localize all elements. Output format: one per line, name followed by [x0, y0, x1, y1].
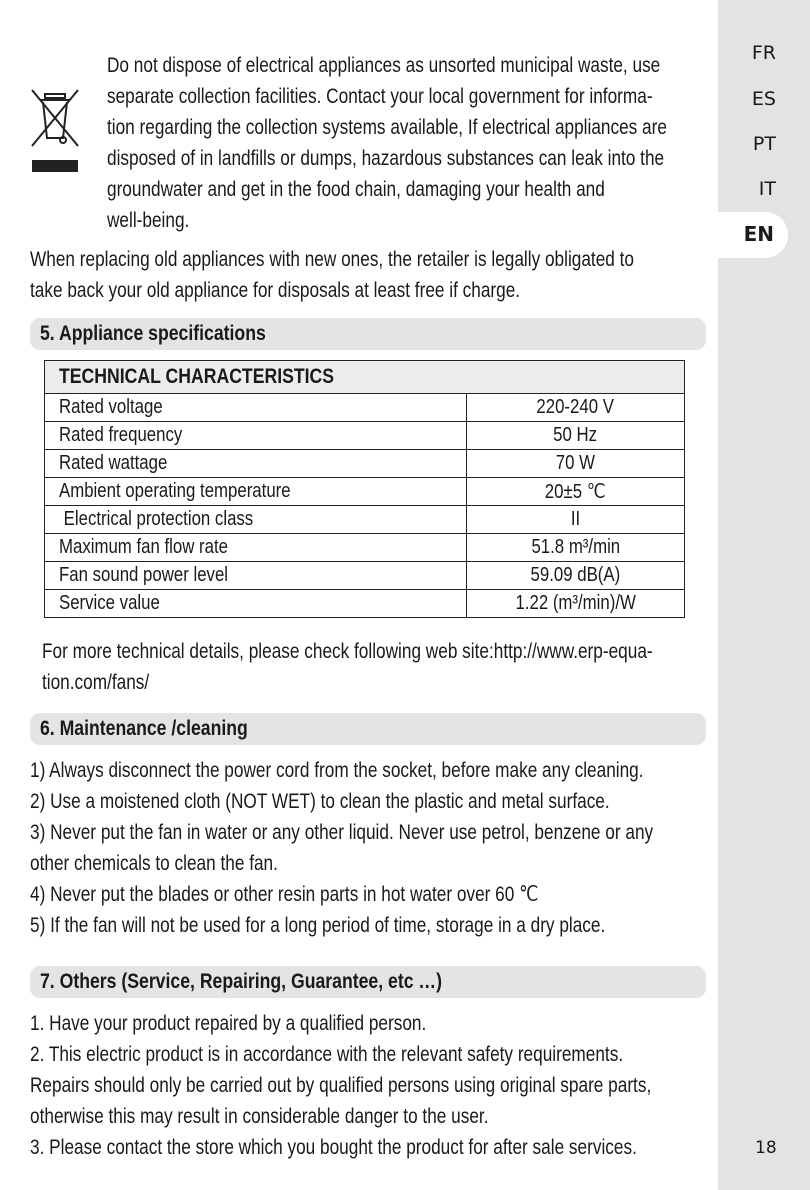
weee-line: separate collection facilities. Contact your local government for informa- [107, 85, 653, 108]
spec-value: II [570, 508, 581, 530]
section-5-header [30, 318, 706, 350]
weee-line: tion regarding the collection systems available, If electrical appliances are [107, 116, 667, 139]
list-item: 2) Use a moistened cloth (NOT WET) to clean the plastic and metal surface. [30, 790, 610, 813]
section-7-header [30, 966, 706, 998]
weee-line: Do not dispose of electrical appliances as unsorted municipal waste, use [107, 54, 661, 77]
note-line: For more technical details, please check following web site:http://www.erp-equa- [42, 640, 653, 663]
spec-label: Electrical protection class [59, 508, 254, 530]
spec-value: 20±5 ℃ [545, 481, 606, 503]
lang-tab-pt[interactable]: PT [752, 133, 776, 155]
table-header: TECHNICAL CHARACTERISTICS [45, 361, 685, 394]
list-item: 3. Please contact the store which you bought the product for after sale services. [30, 1136, 637, 1159]
spec-label: Ambient operating temperature [59, 480, 291, 502]
lang-tab-es[interactable]: ES [751, 88, 776, 110]
retailer-line: take back your old appliance for disposals at least free if charge. [30, 279, 521, 302]
spec-label: Rated wattage [59, 452, 168, 474]
table-row [45, 450, 685, 478]
list-item: 3) Never put the fan in water or any other liquid. Never use petrol, benzene or any [30, 821, 654, 844]
maintenance-list [30, 755, 790, 941]
spec-value: 51.8 m³/min [531, 536, 620, 558]
list-item: otherwise this may result in considerable danger to the user. [30, 1105, 489, 1128]
weee-line: well-being. [107, 209, 190, 232]
spec-label: Rated voltage [59, 396, 163, 418]
list-item: 5) If the fan will not be used for a long period of time, storage in a dry place. [30, 914, 606, 937]
table-row [45, 534, 685, 562]
table-row [45, 562, 685, 590]
table-row [45, 394, 685, 422]
spec-label: Fan sound power level [59, 564, 229, 586]
spec-label: Service value [59, 592, 160, 614]
spec-value: 1.22 (m³/min)/W [515, 592, 636, 614]
list-item: 1. Have your product repaired by a qualified person. [30, 1012, 427, 1035]
section-7-title: 7. Others (Service, Repairing, Guarantee, etc …) [40, 970, 442, 993]
weee-line: disposed of in landfills or dumps, hazardous substances can leak into the [107, 147, 665, 170]
page-number: 18 [755, 1138, 777, 1158]
weee-crossed-bin-icon [28, 86, 82, 176]
list-item: 1) Always disconnect the power cord from the socket, before make any cleaning. [30, 759, 644, 782]
spec-label: Maximum fan flow rate [59, 536, 228, 558]
retailer-paragraph [30, 244, 767, 306]
list-item: 4) Never put the blades or other resin parts in hot water over 60 ℃ [30, 883, 539, 906]
spec-value: 70 W [555, 452, 596, 474]
tech-details-note [42, 636, 787, 698]
retailer-line: When replacing old appliances with new ones, the retailer is legally obligated to [30, 248, 635, 271]
spec-value: 220-240 V [536, 396, 615, 418]
table-row [45, 478, 685, 506]
spec-label: Rated frequency [59, 424, 183, 446]
lang-tab-it[interactable]: IT [758, 178, 776, 200]
list-item: 2. This electric product is in accordance with the relevant safety requirements. [30, 1043, 624, 1066]
lang-tab-fr[interactable]: FR [751, 42, 776, 64]
list-item: Repairs should only be carried out by qualified persons using original spare parts, [30, 1074, 652, 1097]
table-row [45, 422, 685, 450]
lang-tab-en-label: EN [743, 222, 774, 246]
technical-characteristics-table [44, 360, 685, 618]
others-list [30, 1008, 788, 1163]
weee-paragraph [107, 50, 790, 236]
section-5-title: 5. Appliance specifications [40, 322, 266, 345]
section-6-title: 6. Maintenance /cleaning [40, 717, 248, 740]
section-6-header [30, 713, 706, 745]
spec-value: 50 Hz [553, 424, 598, 446]
note-line: tion.com/fans/ [42, 671, 150, 694]
list-item: other chemicals to clean the fan. [30, 852, 278, 875]
spec-value: 59.09 dB(A) [530, 564, 621, 586]
weee-line: groundwater and get in the food chain, damaging your health and [107, 178, 605, 201]
table-row [45, 506, 685, 534]
table-row [45, 590, 685, 618]
